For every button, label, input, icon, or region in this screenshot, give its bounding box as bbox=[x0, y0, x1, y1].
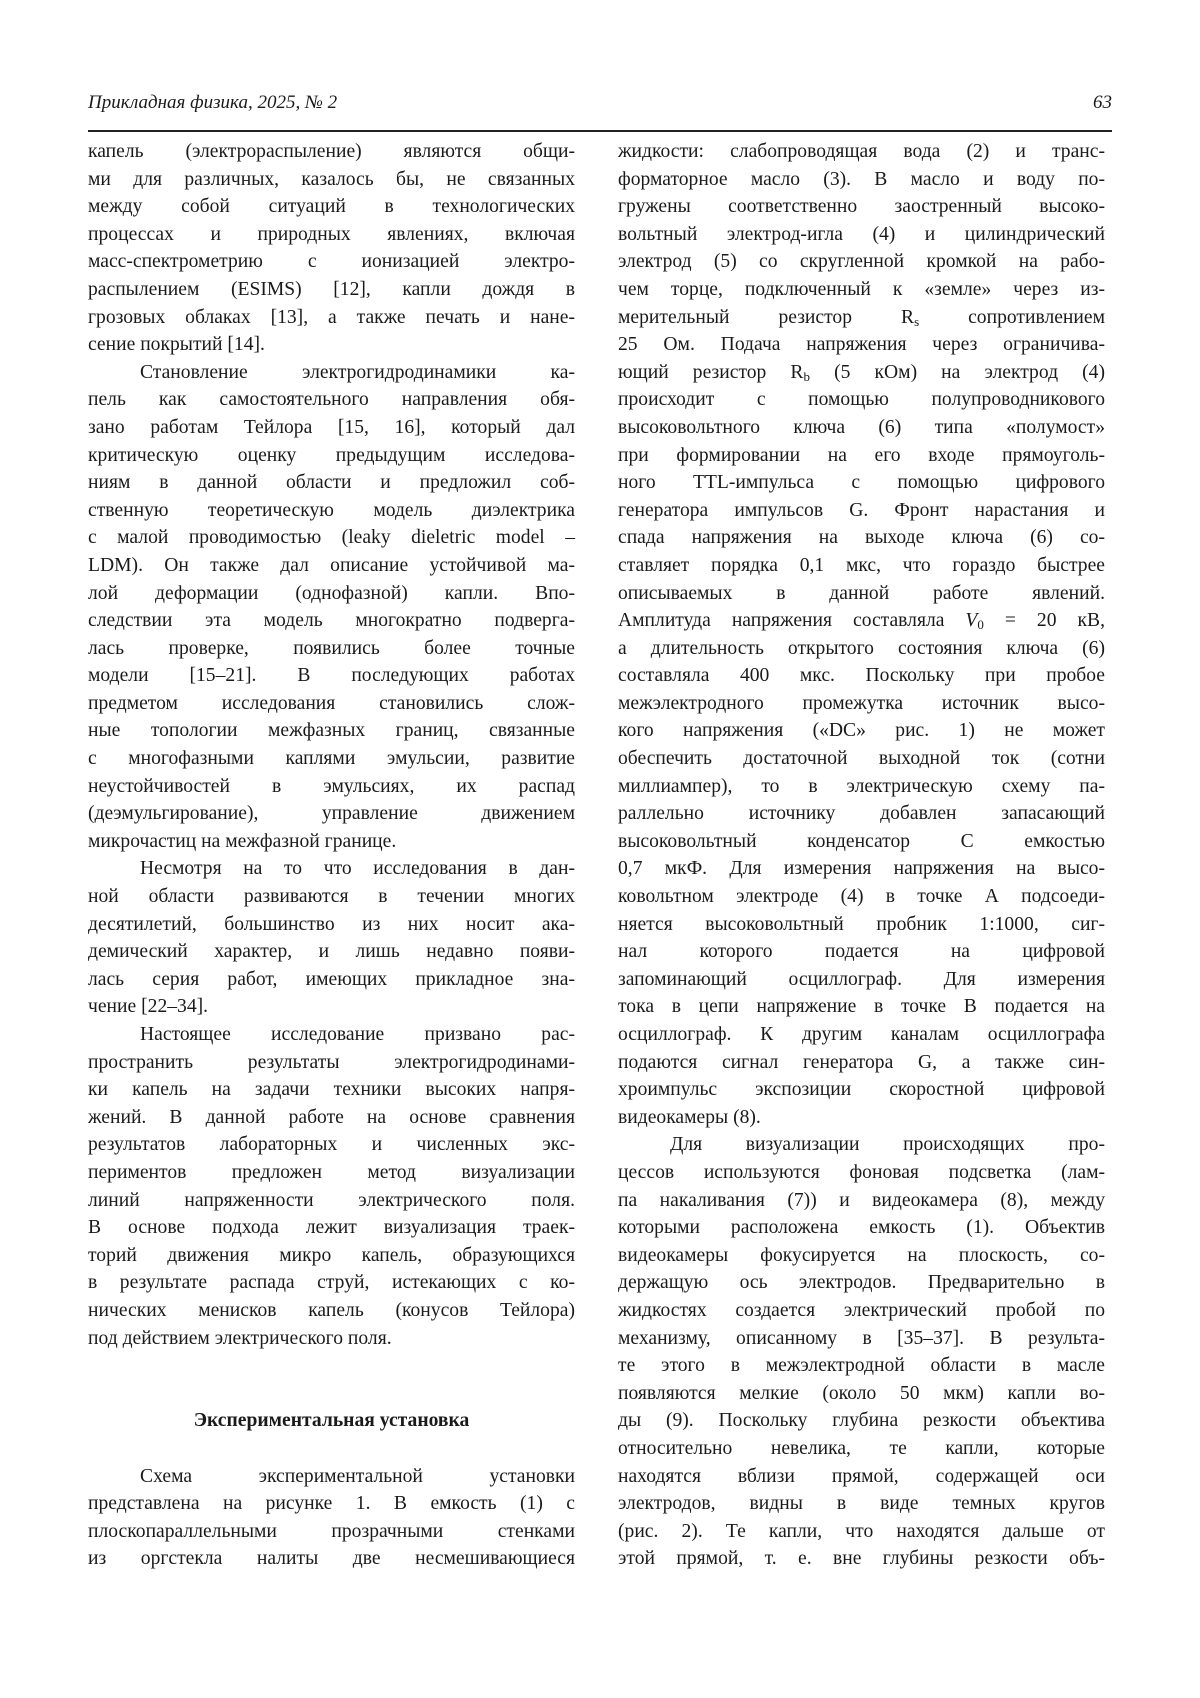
text-line bbox=[88, 1463, 575, 1491]
line-text: ки капель на задачи техники высоких напря- bbox=[88, 1079, 575, 1101]
line-text: нических менисков капель (конусов Тейлора) bbox=[88, 1299, 575, 1321]
text-line bbox=[88, 166, 575, 194]
text-line bbox=[618, 690, 1105, 718]
text-line bbox=[88, 276, 575, 304]
line-text: жений. В данной работе на основе сравнения bbox=[88, 1106, 575, 1128]
line-text: механизму, описанному в [35–37]. В результа- bbox=[618, 1327, 1105, 1349]
text-line bbox=[88, 607, 575, 635]
text-line bbox=[88, 938, 575, 966]
text-line bbox=[618, 1214, 1105, 1242]
text-line bbox=[88, 1518, 575, 1546]
text-line bbox=[88, 800, 575, 828]
line-text: ми для различных, казалось бы, не связанных bbox=[88, 168, 575, 190]
text-line bbox=[88, 138, 575, 166]
line-text: масс-спектрометрию с ионизацией электро- bbox=[88, 251, 575, 273]
text-line bbox=[88, 1076, 575, 1104]
text-line bbox=[88, 442, 575, 470]
line-text: сение покрытий [14]. bbox=[88, 334, 265, 356]
text-line bbox=[88, 690, 575, 718]
left-column bbox=[88, 138, 575, 1573]
line-text: с многофазными каплями эмульсии, развитие bbox=[88, 748, 575, 770]
line-text: форматорное масло (3). В масло и воду по- bbox=[618, 168, 1105, 190]
line-text: микрочастиц на межфазной границе. bbox=[88, 830, 397, 852]
text-line bbox=[618, 1242, 1105, 1270]
text-line bbox=[618, 248, 1105, 276]
line-text: электродов, видны в виде темных кругов bbox=[618, 1493, 1105, 1515]
line-text: (деэмульгирование), управление движением bbox=[88, 803, 575, 825]
line-text: тока в цепи напряжение в точке В подается на bbox=[618, 996, 1105, 1018]
text-line bbox=[618, 580, 1105, 608]
text-line bbox=[618, 1021, 1105, 1049]
line-text: ного TTL-импульса с помощью цифрового bbox=[618, 472, 1105, 494]
text-line bbox=[88, 745, 575, 773]
line-text: те этого в межэлектродной области в масле bbox=[618, 1355, 1105, 1377]
line-text: из оргстекла налиты две несмешивающиеся bbox=[88, 1548, 575, 1570]
text-line bbox=[618, 1269, 1105, 1297]
text-line bbox=[618, 1131, 1105, 1159]
text-line bbox=[618, 1407, 1105, 1435]
line-text: составляла 400 мкс. Поскольку при пробое bbox=[618, 665, 1105, 687]
text-line bbox=[618, 331, 1105, 359]
text-line bbox=[618, 193, 1105, 221]
line-text: ставляет порядка 0,1 мкс, что гораздо быстрее bbox=[618, 554, 1105, 576]
line-text: В основе подхода лежит визуализация траек- bbox=[88, 1217, 575, 1239]
text-line bbox=[618, 221, 1105, 249]
text-line bbox=[88, 580, 575, 608]
text-line bbox=[88, 1297, 575, 1325]
line-text: ды (9). Поскольку глубина резкости объектива bbox=[618, 1410, 1105, 1432]
text-line bbox=[618, 524, 1105, 552]
text-line bbox=[618, 497, 1105, 525]
line-text-continued: = 20 кВ, bbox=[983, 610, 1105, 632]
journal-title: Прикладная физика, 2025, № 2 bbox=[88, 92, 338, 113]
text-line bbox=[618, 1187, 1105, 1215]
text-line bbox=[88, 1325, 575, 1353]
line-text: Амплитуда напряжения составляла bbox=[618, 610, 966, 632]
line-text: с малой проводимостью (leaky dieletric model – bbox=[88, 527, 575, 549]
line-text: в результате распада струй, истекающих с ко- bbox=[88, 1272, 575, 1294]
line-text: грозовых облаках [13], а также печать и нане- bbox=[88, 306, 575, 328]
line-text: раллельно источнику добавлен запасающий bbox=[618, 803, 1105, 825]
text-line bbox=[88, 1187, 575, 1215]
line-text: критическую оценку предыдущим исследова- bbox=[88, 444, 575, 466]
line-text: подаются сигнал генератора G, а также син- bbox=[618, 1051, 1105, 1073]
text-line bbox=[88, 221, 575, 249]
line-text: генератора импульсов G. Фронт нарастания и bbox=[618, 499, 1105, 521]
text-line bbox=[618, 883, 1105, 911]
line-text: ковольтном электроде (4) в точке А подсоеди- bbox=[618, 886, 1105, 908]
line-text: 25 Ом. Подача напряжения через ограничива- bbox=[618, 334, 1105, 356]
text-line bbox=[618, 745, 1105, 773]
line-text: высоковольтного ключа (6) типа «полумост» bbox=[618, 416, 1105, 438]
text-line bbox=[618, 552, 1105, 580]
line-text: хроимпульс экспозиции скоростной цифровой bbox=[618, 1079, 1105, 1101]
line-text: кого напряжения («DC» рис. 1) не может bbox=[618, 720, 1105, 742]
text-line bbox=[618, 938, 1105, 966]
text-line bbox=[618, 1545, 1105, 1573]
text-line bbox=[88, 1242, 575, 1270]
line-text: пель как самостоятельного направления обя- bbox=[88, 389, 575, 411]
line-text: 0,7 мкФ. Для измерения напряжения на высо- bbox=[618, 858, 1105, 880]
text-line bbox=[618, 138, 1105, 166]
text-line bbox=[88, 966, 575, 994]
text-line bbox=[88, 993, 575, 1021]
spacer bbox=[88, 1435, 575, 1463]
line-text: между собой ситуаций в технологических bbox=[88, 196, 575, 218]
line-text: периментов предложен метод визуализации bbox=[88, 1161, 575, 1183]
line-text: спада напряжения на выходе ключа (6) со- bbox=[618, 527, 1105, 549]
line-text: ные топологии межфазных границ, связанные bbox=[88, 720, 575, 742]
line-text: находятся вблизи прямой, содержащей оси bbox=[618, 1465, 1105, 1487]
spacer bbox=[88, 1380, 575, 1408]
line-text: Становление электрогидродинамики ка- bbox=[140, 361, 575, 383]
text-line bbox=[618, 1490, 1105, 1518]
line-text: при формировании на его входе прямоуголь- bbox=[618, 444, 1105, 466]
text-line bbox=[618, 359, 1105, 387]
text-line bbox=[88, 359, 575, 387]
line-text: лой деформации (однофазной) капли. Впо- bbox=[88, 582, 575, 604]
text-line bbox=[618, 442, 1105, 470]
line-text: осциллограф. К другим каналам осциллографа bbox=[618, 1024, 1105, 1045]
text-line bbox=[618, 304, 1105, 332]
text-line bbox=[88, 248, 575, 276]
text-line bbox=[618, 1352, 1105, 1380]
text-line bbox=[618, 1325, 1105, 1353]
line-text: Настоящее исследование призвано рас- bbox=[140, 1024, 575, 1045]
text-line bbox=[88, 552, 575, 580]
line-text: Для визуализации происходящих про- bbox=[670, 1134, 1105, 1156]
text-line bbox=[618, 1049, 1105, 1077]
line-text: пространить результаты электрогидродинами- bbox=[88, 1051, 575, 1073]
line-text: держащую ось электродов. Предварительно в bbox=[618, 1272, 1105, 1294]
header-rule bbox=[88, 130, 1112, 132]
line-text: ниям в данной области и предложил соб- bbox=[88, 472, 575, 494]
line-text: обеспечить достаточной выходной ток (сотни bbox=[618, 748, 1105, 770]
line-text: Несмотря на то что исследования в дан- bbox=[140, 858, 575, 880]
text-line bbox=[618, 386, 1105, 414]
spacer bbox=[88, 1352, 575, 1380]
line-text: линий напряженности электрического поля. bbox=[88, 1189, 575, 1211]
line-text: видеокамеры (8). bbox=[618, 1106, 761, 1128]
line-text: распылением (ESIMS) [12], капли дождя в bbox=[88, 278, 575, 300]
text-line bbox=[88, 1021, 575, 1049]
line-text: процессах и природных явлениях, включая bbox=[88, 223, 575, 245]
line-text: которыми расположена емкость (1). Объектив bbox=[618, 1217, 1105, 1239]
line-text: электрод (5) со скругленной кромкой на рабо- bbox=[618, 251, 1105, 273]
text-line bbox=[88, 304, 575, 332]
text-line bbox=[618, 773, 1105, 801]
text-line bbox=[88, 828, 575, 856]
text-line bbox=[88, 331, 575, 359]
text-line bbox=[88, 469, 575, 497]
line-text: чем торце, подключенный к «земле» через из- bbox=[618, 278, 1105, 300]
text-line bbox=[88, 1214, 575, 1242]
text-line bbox=[618, 828, 1105, 856]
line-text: вольтный электрод-игла (4) и цилиндрический bbox=[618, 223, 1105, 245]
line-text: высоковольтный конденсатор С емкостью bbox=[618, 830, 1105, 852]
text-line bbox=[88, 1545, 575, 1573]
text-line bbox=[618, 800, 1105, 828]
line-text: демический характер, и лишь недавно появи- bbox=[88, 941, 575, 963]
text-line bbox=[88, 386, 575, 414]
section-heading bbox=[88, 1407, 575, 1435]
line-text: лась серия работ, имеющих прикладное зна- bbox=[88, 968, 575, 990]
text-line bbox=[618, 414, 1105, 442]
text-line bbox=[88, 1104, 575, 1132]
text-line bbox=[618, 717, 1105, 745]
line-text: Экспериментальная установка bbox=[193, 1410, 470, 1432]
subscript: 0 bbox=[977, 617, 984, 633]
line-text: под действием электрического поля. bbox=[88, 1327, 392, 1349]
line-text: предметом исследования становились слож- bbox=[88, 692, 575, 714]
line-text: десятилетий, большинство из них носит ака- bbox=[88, 913, 575, 935]
text-line bbox=[618, 1104, 1105, 1132]
line-text-continued: сопротивлением bbox=[919, 306, 1105, 328]
text-line bbox=[88, 524, 575, 552]
line-text: няется высоковольтный пробник 1:1000, сиг- bbox=[618, 913, 1105, 935]
line-text: запоминающий осциллограф. Для измерения bbox=[618, 968, 1105, 990]
text-line bbox=[618, 1297, 1105, 1325]
text-line bbox=[88, 1049, 575, 1077]
line-text: а длительность открытого состояния ключа (6) bbox=[618, 637, 1105, 659]
line-text: цессов используются фоновая подсветка (лам- bbox=[618, 1161, 1105, 1183]
line-text: относительно невелика, те капли, которые bbox=[618, 1437, 1105, 1459]
text-line bbox=[88, 497, 575, 525]
text-line bbox=[88, 635, 575, 663]
running-header bbox=[88, 92, 1112, 120]
text-line bbox=[88, 773, 575, 801]
text-line bbox=[618, 1076, 1105, 1104]
text-line bbox=[88, 911, 575, 939]
text-line bbox=[88, 414, 575, 442]
line-text: чение [22–34]. bbox=[88, 996, 209, 1018]
text-line bbox=[618, 662, 1105, 690]
text-line bbox=[88, 662, 575, 690]
text-line bbox=[618, 1380, 1105, 1408]
math-variable: V bbox=[965, 610, 978, 632]
line-text: ющий резистор R bbox=[618, 361, 804, 383]
text-line bbox=[618, 635, 1105, 663]
line-text: торий движения микро капель, образующихся bbox=[88, 1244, 575, 1266]
text-line bbox=[618, 469, 1105, 497]
line-text: нал которого подается на цифровой bbox=[618, 941, 1105, 963]
text-line bbox=[88, 1131, 575, 1159]
text-line bbox=[88, 883, 575, 911]
line-text: межэлектродного промежутка источник высо- bbox=[618, 692, 1105, 714]
line-text: жидкостях создается электрический пробой по bbox=[618, 1299, 1105, 1321]
line-text: жидкости: слабопроводящая вода (2) и транс- bbox=[618, 141, 1105, 162]
line-text: результатов лабораторных и численных экс- bbox=[88, 1134, 575, 1156]
text-line bbox=[618, 1518, 1105, 1546]
line-text: па накаливания (7)) и видеокамера (8), между bbox=[618, 1189, 1105, 1211]
line-text: лась проверке, появились более точные bbox=[88, 637, 575, 659]
line-text: LDM). Он также дал описание устойчивой ма- bbox=[88, 554, 575, 576]
text-line bbox=[618, 911, 1105, 939]
line-text: (рис. 2). Те капли, что находятся дальше от bbox=[618, 1520, 1105, 1542]
line-text: капель (электрораспыление) являются общи- bbox=[88, 141, 575, 162]
line-text: описываемых в данной работе явлений. bbox=[618, 582, 1105, 604]
text-line bbox=[618, 607, 1105, 635]
text-line bbox=[618, 166, 1105, 194]
subscript: s bbox=[914, 313, 920, 329]
line-text: мерительный резистор R bbox=[618, 306, 915, 328]
text-line bbox=[618, 1463, 1105, 1491]
line-text: плоскопараллельными прозрачными стенками bbox=[88, 1520, 575, 1542]
line-text: появляются мелкие (около 50 мкм) капли во- bbox=[618, 1382, 1105, 1404]
line-text: ной области развиваются в течении многих bbox=[88, 886, 575, 908]
text-line bbox=[618, 1159, 1105, 1187]
line-text: представлена на рисунке 1. В емкость (1) с bbox=[88, 1493, 575, 1515]
line-text: модели [15–21]. В последующих работах bbox=[88, 665, 575, 687]
text-line bbox=[88, 1159, 575, 1187]
text-line bbox=[88, 1269, 575, 1297]
text-line bbox=[88, 1490, 575, 1518]
line-text: Схема экспериментальной установки bbox=[140, 1465, 575, 1487]
line-text: этой прямой, т. е. вне глубины резкости объ- bbox=[618, 1548, 1105, 1570]
text-line bbox=[88, 855, 575, 883]
text-line bbox=[618, 855, 1105, 883]
text-line bbox=[618, 1435, 1105, 1463]
line-text: неустойчивостей в эмульсиях, их распад bbox=[88, 775, 575, 797]
line-text: ственную теоретическую модель диэлектрика bbox=[88, 499, 575, 521]
text-line bbox=[618, 276, 1105, 304]
subscript: b bbox=[803, 368, 810, 384]
line-text: гружены соответственно заостренный высоко- bbox=[618, 196, 1105, 218]
text-line bbox=[618, 966, 1105, 994]
page-number: 63 bbox=[1093, 92, 1112, 113]
line-text: происходит с помощью полупроводникового bbox=[618, 389, 1105, 411]
text-line bbox=[618, 993, 1105, 1021]
line-text: видеокамеры фокусируется на плоскость, со- bbox=[618, 1244, 1105, 1266]
line-text: миллиампер), то в электрическую схему па- bbox=[618, 775, 1105, 797]
right-column bbox=[618, 138, 1105, 1573]
line-text: следствии эта модель многократно подверга- bbox=[88, 610, 575, 632]
line-text: зано работам Тейлора [15, 16], который дал bbox=[88, 416, 575, 438]
line-text-continued: (5 кОм) на электрод (4) bbox=[810, 361, 1105, 383]
text-line bbox=[88, 717, 575, 745]
text-line bbox=[88, 193, 575, 221]
